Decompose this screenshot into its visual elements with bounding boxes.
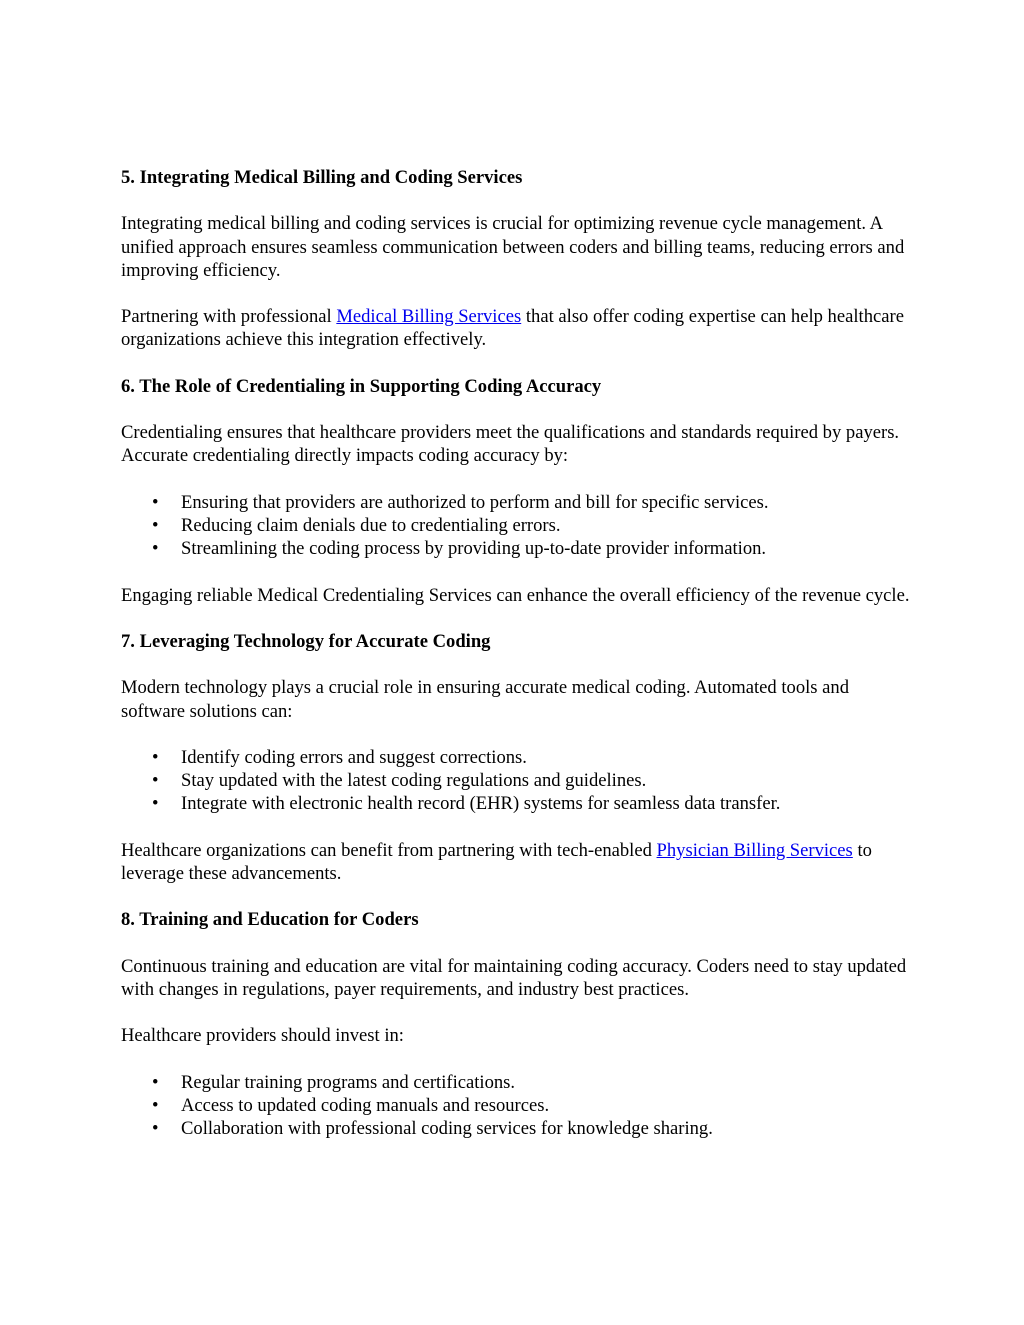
section-6-bullet-list [121, 491, 911, 561]
section-7-bullet-list [121, 746, 911, 816]
list-item [121, 792, 911, 815]
bullet-icon: • [152, 793, 159, 815]
section-7-heading: 7. Leveraging Technology for Accurate Coding [121, 630, 491, 652]
list-item [121, 514, 911, 537]
section-7-paragraph-1: Modern technology plays a crucial role in ensuring accurate medical coding. Automated tools and software solutions can: [121, 677, 850, 722]
section-8-bullet-list [121, 1071, 911, 1141]
bullet-icon: • [152, 1118, 159, 1140]
section-8-paragraph-1: Continuous training and education are vital for maintaining coding accuracy. Coders need to stay updated with changes in regulations, payer requirements, and industry best practices. [121, 955, 907, 1000]
bullet-icon: • [152, 1071, 159, 1093]
section-6-paragraph-2: Engaging reliable Medical Credentialing Services can enhance the overall efficiency of the revenue cycle. [121, 584, 910, 606]
section-5-paragraph-1: Integrating medical billing and coding services is crucial for optimizing revenue cycle management. A unified approach ensures seamless communication between coders and billing teams, reducing errors and improving efficiency. [121, 213, 905, 281]
list-item [121, 1117, 911, 1140]
bullet-icon: • [152, 746, 159, 768]
list-item [121, 1094, 911, 1117]
list-item-text: Stay updated with the latest coding regulations and guidelines. [181, 770, 647, 792]
document-page [121, 166, 911, 1164]
list-item-text: Collaboration with professional coding services for knowledge sharing. [181, 1118, 713, 1140]
section-5-paragraph-2-text-before: Partnering with professional [121, 306, 337, 328]
list-item-text: Streamlining the coding process by providing up-to-date provider information. [181, 538, 767, 560]
list-item-text: Reducing claim denials due to credentialing errors. [181, 514, 561, 536]
list-item-text: Integrate with electronic health record (EHR) systems for seamless data transfer. [181, 793, 781, 815]
medical-billing-services-link[interactable]: Medical Billing Services [336, 306, 522, 328]
list-item [121, 769, 911, 792]
list-item-text: Regular training programs and certifications. [181, 1071, 516, 1093]
list-item [121, 491, 911, 514]
bullet-icon: • [152, 491, 159, 513]
section-7-paragraph-2-text-before: Healthcare organizations can benefit from partnering with tech-enabled [121, 839, 657, 861]
bullet-icon: • [152, 770, 159, 792]
section-6-heading: 6. The Role of Credentialing in Supporting Coding Accuracy [121, 375, 602, 397]
list-item [121, 746, 911, 769]
bullet-icon: • [152, 514, 159, 536]
bullet-icon: • [152, 538, 159, 560]
list-item-text: Identify coding errors and suggest corrections. [181, 746, 527, 768]
section-7-paragraph-2 [121, 839, 911, 885]
physician-billing-services-link[interactable]: Physician Billing Services [656, 839, 853, 861]
bullet-icon: • [152, 1094, 159, 1116]
list-item [121, 537, 911, 560]
section-7-paragraph-2-text-after: to leverage these advancements. [121, 839, 872, 884]
list-item-text: Access to updated coding manuals and resources. [181, 1094, 550, 1116]
section-5-paragraph-2 [121, 305, 911, 351]
section-5-paragraph-2-text-after: that also offer coding expertise can help healthcare organizations achieve this integration effectively. [121, 306, 904, 351]
list-item-text: Ensuring that providers are authorized to perform and bill for specific services. [181, 491, 769, 513]
list-item [121, 1071, 911, 1094]
section-8-paragraph-2: Healthcare providers should invest in: [121, 1025, 404, 1047]
section-6-paragraph-1: Credentialing ensures that healthcare providers meet the qualifications and standards required by payers. Accurate credentialing directly impacts coding accuracy by: [121, 422, 900, 467]
section-5-heading: 5. Integrating Medical Billing and Coding Services [121, 167, 523, 188]
section-8-heading: 8. Training and Education for Coders [121, 909, 419, 931]
